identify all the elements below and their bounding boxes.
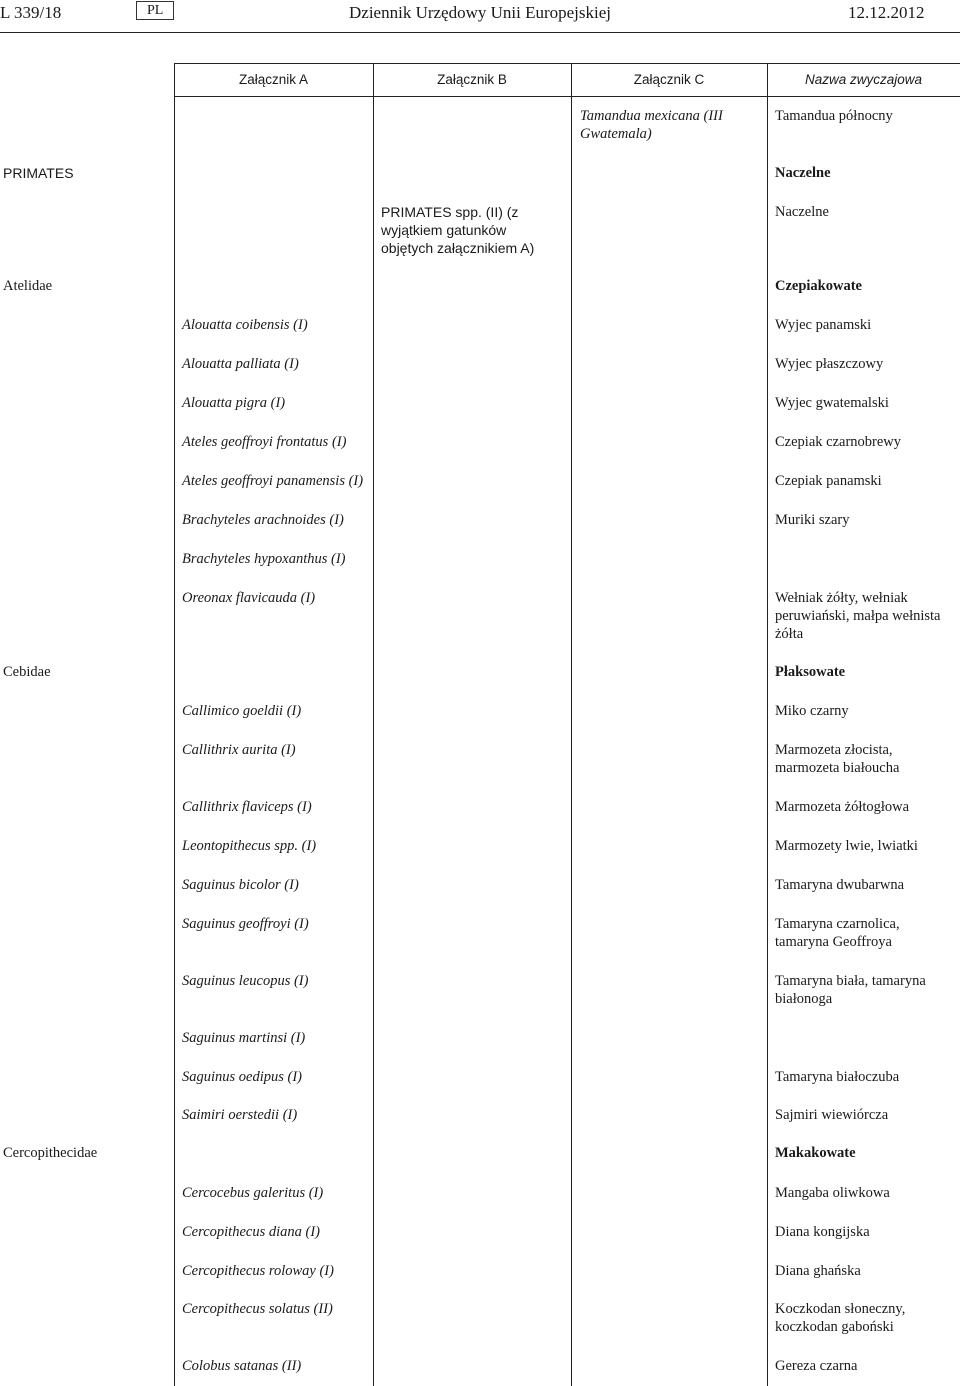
species-common-name: Miko czarny (775, 703, 849, 719)
annex-a-species: Saguinus geoffroyi (I) (182, 916, 309, 932)
annex-a-species: Callithrix aurita (I) (182, 742, 296, 758)
annex-a-species: Callimico goeldii (I) (182, 703, 302, 719)
order-primates-common: Naczelne (775, 165, 831, 181)
col-header-annex-c: Załącznik C (633, 72, 705, 87)
annex-a-species: Oreonax flavicauda (I) (182, 590, 316, 606)
species-common-name: Tamaryna dwubarwna (775, 877, 905, 893)
annex-a-species: Brachyteles arachnoides (I) (182, 512, 344, 528)
family-common-name: Płaksowate (775, 664, 846, 680)
col-divider-ab (373, 63, 374, 1386)
annex-a-species: Ateles geoffroyi frontatus (I) (182, 434, 347, 450)
species-common-name: Koczkodan słoneczny, koczkodan gaboński (775, 1301, 906, 1335)
species-common-name: Marmozety lwie, lwiatki (775, 838, 918, 854)
annex-a-species: Cercocebus galeritus (I) (182, 1185, 324, 1201)
species-common-name: Muriki szary (775, 512, 850, 528)
species-common-name: Diana ghańska (775, 1263, 861, 1279)
species-common-name: Tamaryna białoczuba (775, 1069, 900, 1085)
annex-a-species: Colobus satanas (II) (182, 1358, 302, 1374)
col-header-annex-b: Załącznik B (437, 72, 507, 87)
annex-a-species: Saguinus martinsi (I) (182, 1030, 306, 1046)
annex-a-species: Alouatta coibensis (I) (182, 317, 308, 333)
species-common-name: Sajmiri wiewiórcza (775, 1107, 889, 1123)
col-header-annex-a: Załącznik A (238, 72, 309, 87)
species-common-name: Marmozeta złocista, marmozeta białoucha (775, 742, 900, 776)
annex-b-primates: PRIMATES spp. (II) (z wyjątkiem gatunków objętych załącznikiem A) (381, 204, 535, 256)
col-header-common-name: Nazwa zwyczajowa (804, 72, 923, 87)
annex-a-species: Cercopithecus roloway (I) (182, 1263, 334, 1279)
species-common-name: Diana kongijska (775, 1224, 870, 1240)
annex-b-primates-common: Naczelne (775, 204, 829, 220)
family-common-name: Makakowate (775, 1145, 856, 1161)
common-tamandua: Tamandua północny (775, 108, 893, 124)
species-common-name: Wełniak żółty, wełniak peruwiański, małpa wełnista żółta (775, 590, 941, 642)
species-common-name: Wyjec panamski (775, 317, 872, 333)
annex-a-species: Brachyteles hypoxanthus (I) (182, 551, 346, 567)
page-header (0, 0, 960, 28)
species-common-name: Czepiak czarnobrewy (775, 434, 902, 450)
species-common-name: Wyjec płaszczowy (775, 356, 884, 372)
annex-a-species: Cercopithecus solatus (II) (182, 1301, 333, 1317)
table-header-rule (174, 96, 960, 97)
family-name: Atelidae (3, 278, 53, 294)
annex-a-species: Saimiri oerstedii (I) (182, 1107, 298, 1123)
journal-date: 12.12.2012 (848, 3, 925, 22)
annex-a-species: Saguinus leucopus (I) (182, 973, 309, 989)
species-common-name: Tamaryna czarnolica, tamaryna Geoffroya (775, 916, 900, 950)
journal-title: Dziennik Urzędowy Unii Europejskiej (349, 3, 612, 22)
family-common-name: Czepiakowate (775, 278, 862, 294)
annex-a-species: Cercopithecus diana (I) (182, 1224, 320, 1240)
col-divider-bc (571, 63, 572, 1386)
table-left-edge (174, 63, 175, 1386)
annex-c-tamandua (580, 107, 760, 143)
family-name: Cercopithecidae (3, 1145, 98, 1161)
header-rule (0, 32, 960, 33)
annex-a-species: Ateles geoffroyi panamensis (I) (182, 473, 364, 489)
annex-a-species: Saguinus bicolor (I) (182, 877, 299, 893)
species-common-name: Wyjec gwatemalski (775, 395, 889, 411)
species-common-name: Marmozeta żółtogłowa (775, 799, 910, 815)
table-top-rule (174, 63, 960, 64)
annex-a-species: Callithrix flaviceps (I) (182, 799, 312, 815)
species-name: Tamandua mexicana (III Gwatemala) (580, 108, 723, 142)
annex-a-species: Alouatta palliata (I) (182, 356, 299, 372)
annex-a-species: Leontopithecus spp. (I) (182, 838, 317, 854)
col-divider-cn (767, 63, 768, 1386)
language-badge: PL (136, 1, 174, 20)
species-common-name: Czepiak panamski (775, 473, 882, 489)
journal-ref: L 339/18 (0, 3, 62, 22)
species-common-name: Tamaryna biała, tamaryna białonoga (775, 973, 926, 1007)
species-common-name: Gereza czarna (775, 1358, 858, 1374)
annex-a-species: Saguinus oedipus (I) (182, 1069, 303, 1085)
species-common-name: Mangaba oliwkowa (775, 1185, 890, 1201)
family-name: Cebidae (3, 664, 51, 680)
order-primates: PRIMATES (3, 165, 74, 181)
annex-a-species: Alouatta pigra (I) (182, 395, 286, 411)
